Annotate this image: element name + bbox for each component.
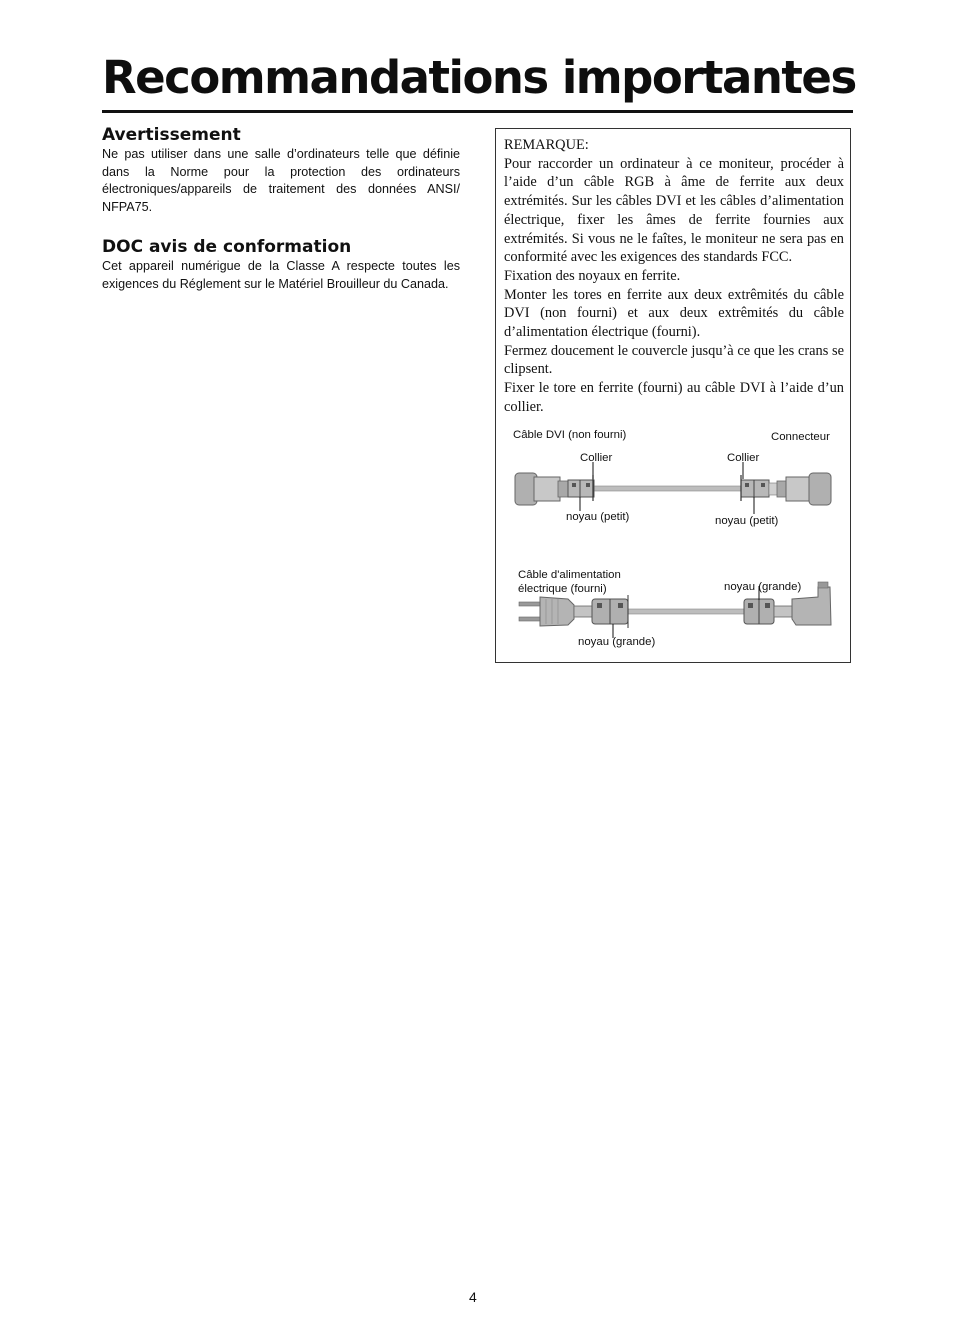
- connector-label: Connecteur: [771, 431, 830, 443]
- avertissement-body: Ne pas utiliser dans une salle d’ordinateurs telle que définie dans la Norme pour la protection des ordinateurs électroniques/appareils de traitement des données ANSI/ NFPA75.: [102, 147, 460, 214]
- remarque-box: [495, 128, 851, 663]
- core-small-right-label: noyau (petit): [715, 515, 779, 527]
- page-title: Recommandations importantes: [102, 51, 856, 104]
- doc-body: Cet appareil numérigue de la Classe A respecte toutes les exigences du Réglement sur le Matériel Brouilleur du Canada.: [102, 259, 460, 291]
- power-cable-label-line2: électrique (fourni): [518, 583, 607, 595]
- remarque-label: REMARQUE:: [504, 137, 589, 153]
- left-column: [102, 124, 460, 293]
- doc-heading: DOC avis de conformation: [102, 237, 352, 257]
- remarque-p5: Fixer le tore en ferrite (fourni) au câble DVI à l’aide d’un collier.: [504, 380, 844, 415]
- remarque-p1: Pour raccorder un ordinateur à ce moniteur, procéder à l’aide d’un câble RGB à âme de ferrite aux deux extrémités. Sur les câbles DVI et les câbles d’alimentation électrique, fixer les âmes de ferrite fournies aux extrémités. Si vous ne le faîtes, le moniteur ne sera pas en conformité avec les exigences des standards FCC.: [504, 155, 844, 266]
- dvi-cable-illustration: [515, 473, 831, 505]
- title-rule: [102, 110, 853, 113]
- section-gap: [102, 216, 460, 236]
- page-number: 4: [469, 1289, 477, 1305]
- collar-left-label: Collier: [580, 452, 613, 464]
- ferrite-diagram: [496, 419, 850, 659]
- core-large-left-label: noyau (grande): [578, 636, 656, 648]
- avertissement-heading: Avertissement: [102, 125, 241, 145]
- remarque-p2: Fixation des noyaux en ferrite.: [504, 267, 681, 284]
- core-small-left-label: noyau (petit): [566, 511, 630, 523]
- ferrite-diagram-drawing: [496, 419, 850, 659]
- remarque-p3: Monter les tores en ferrite aux deux extrêmités du câble DVI (non fourni) et aux deux extrêmités du câble d’alimentation électrique (fourni).: [504, 286, 844, 341]
- dvi-cable-label: Câble DVI (non fourni): [513, 429, 627, 441]
- remarque-p4: Fermez doucement le couvercle jusqu’à ce que les crans se clipsent.: [504, 342, 844, 378]
- remarque-text: [504, 136, 844, 417]
- power-cable-label-line1: Câble d'alimentation: [518, 569, 621, 581]
- core-large-right-label: noyau (grande): [724, 581, 802, 593]
- collar-right-label: Collier: [727, 452, 760, 464]
